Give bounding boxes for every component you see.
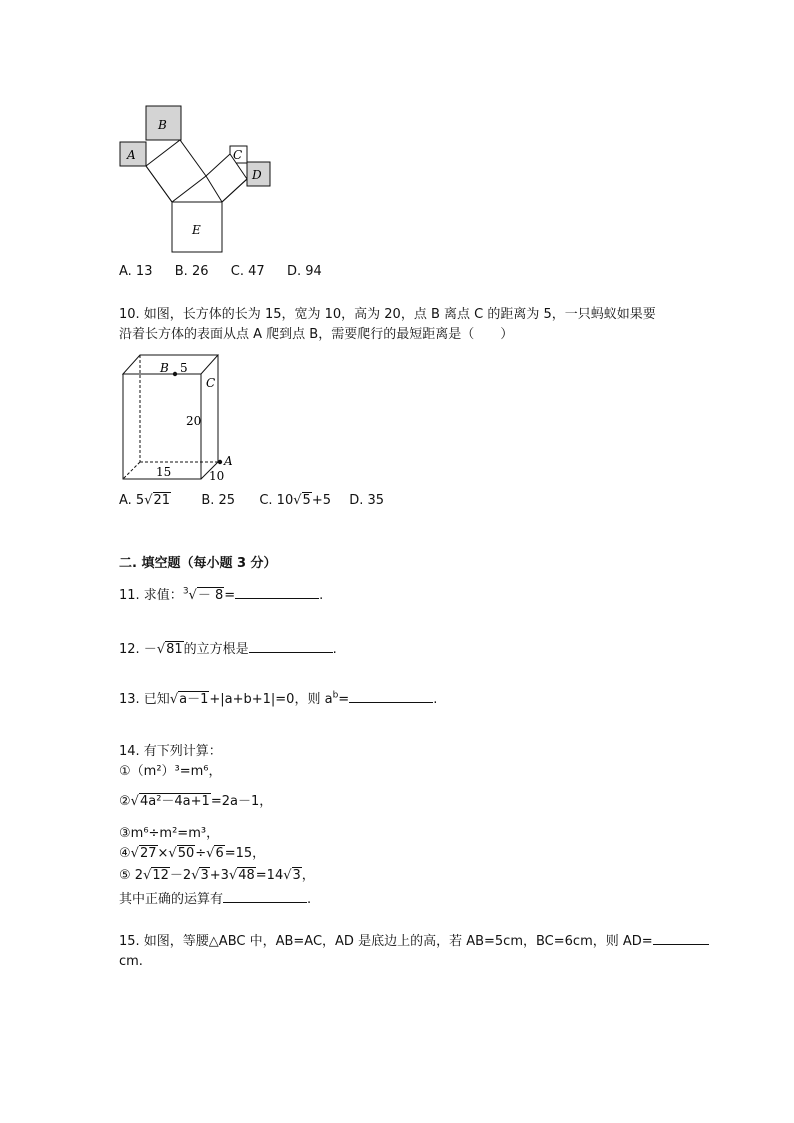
label-a: A [127,148,136,162]
q14-item-2: ②√4a²－4a+1=2a－1， [119,794,273,809]
q15-line2: cm. [119,954,143,969]
point-b [173,372,177,376]
label-c: C [233,148,243,162]
q14-answer-blank[interactable] [223,890,307,903]
label-b: B [160,361,169,375]
label-e: E [192,223,201,237]
q11-answer-blank[interactable] [235,586,319,599]
q9-option-a[interactable]: A. 13 [119,264,153,279]
q14-conclusion: 其中正确的运算有 . [119,892,312,907]
label-d: D [252,168,262,182]
label-a: A [224,454,233,468]
q14-item-3: ③m⁶÷m²=m³， [119,826,220,841]
q10-option-d[interactable]: D. 35 [349,493,385,508]
tilted-square-left [146,140,206,202]
q13: 13. 已知√a－1+|a+b+1|=0，则 $a^b=$ . [119,690,438,707]
q10-options [119,493,384,509]
q11: 11. 求值：$^3$√－ 8= . [119,586,324,603]
q12-answer-blank[interactable] [249,640,333,653]
q10-cuboid-figure [118,352,242,486]
q14-item-5: ⑤ 2√12－2√3+3√48=14√3， [119,868,315,883]
label-10: 10 [209,469,225,483]
q9-options [119,264,322,280]
q10-option-c[interactable]: C. 10√5+5 [259,493,331,508]
q13-answer-blank[interactable] [349,690,433,703]
q10-option-a[interactable]: A. 5√21 [119,493,171,508]
point-a [218,460,222,464]
label-20: 20 [186,414,202,428]
label-15: 15 [156,465,172,479]
section2-title: 二. 填空题（每小题 3 分） [119,556,277,571]
q9-option-d[interactable]: D. 94 [286,264,322,279]
q12: 12. －√81的立方根是 . [119,642,337,657]
label-c: C [206,376,216,390]
label-5: 5 [180,361,188,375]
q15-answer-blank[interactable] [653,932,709,945]
q15-line1: 15. 如图，等腰△ABC 中，AB=AC，AD 是底边上的高，若 AB=5cm，BC=6cm，则 AD= [119,932,709,950]
q10-line1: 10. 如图，长方体的长为 15，宽为 10，高为 20，点 B 离点 C 的距离为 5，一只蚂蚁如果要 [119,307,656,322]
q14-item-1: ①（m²）³=m⁶， [119,764,222,779]
q9-option-b[interactable]: B. 26 [174,264,209,279]
q9-figure [118,104,274,256]
q14-intro: 14. 有下列计算： [119,744,222,759]
label-b: B [158,118,167,132]
q14-item-4: ④√27×√50÷√6=15， [119,846,266,861]
q10-line2: 沿着长方体的表面从点 A 爬到点 B，需要爬行的最短距离是（ ） [119,327,514,342]
q9-option-c[interactable]: C. 47 [230,264,265,279]
q10-option-b[interactable]: B. 25 [201,493,236,508]
